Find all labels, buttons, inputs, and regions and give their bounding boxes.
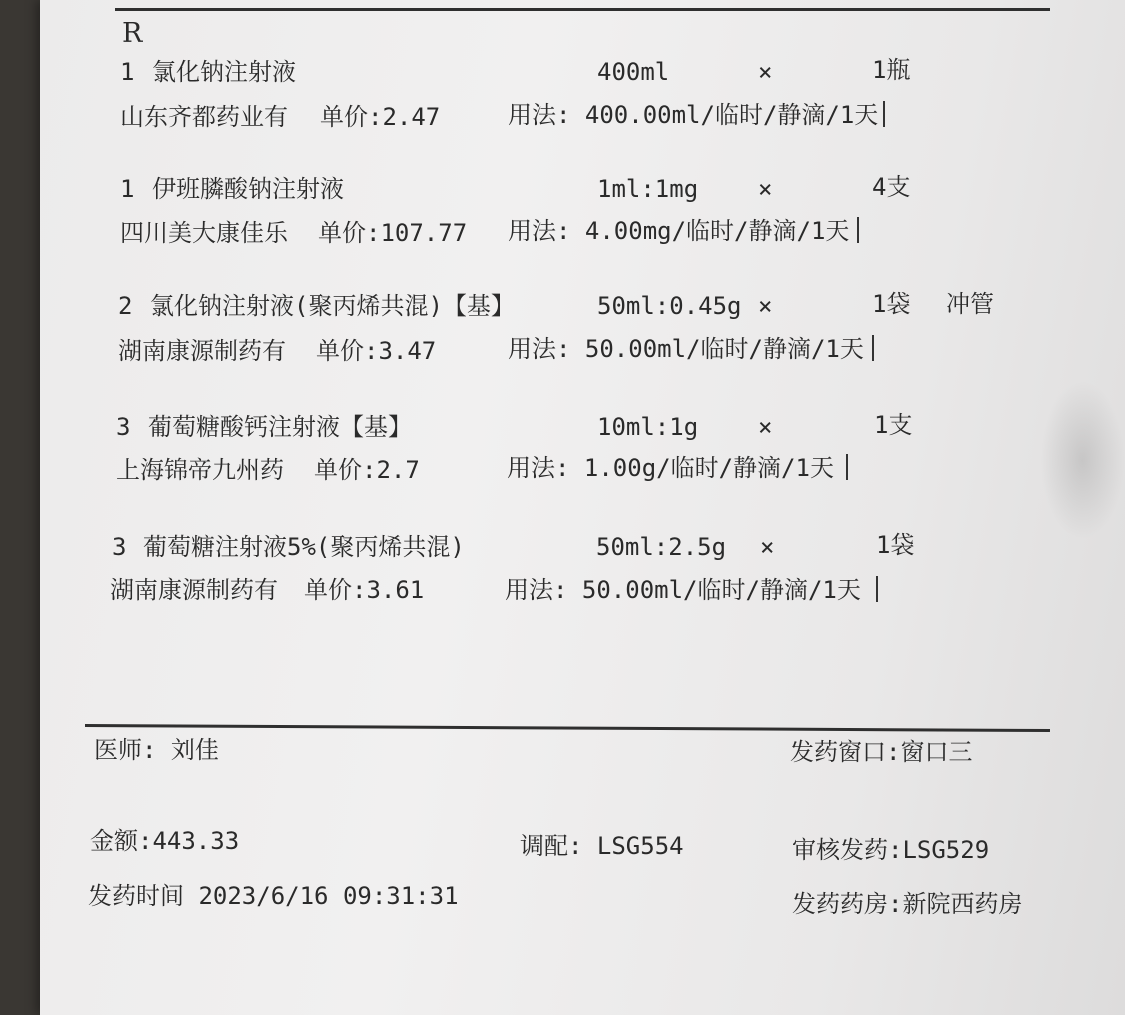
item-1-times: × xyxy=(758,58,773,86)
paper-shadow xyxy=(1040,380,1125,540)
pharmacy: 发药药房:新院西药房 xyxy=(792,890,1023,918)
item-3-times: × xyxy=(758,292,773,320)
dispense-window: 发药窗口:窗口三 xyxy=(790,738,973,766)
item-2-group: 1 xyxy=(120,175,135,203)
doctor-label: 医师: 刘佳 xyxy=(94,736,219,764)
item-4-price: 单价:2.7 xyxy=(314,456,420,484)
text-cursor-4 xyxy=(846,454,848,480)
item-2-qty: 4支 xyxy=(872,173,911,201)
item-5-spec: 50ml:2.5g xyxy=(596,533,727,561)
item-5-usage: 用法: 50.00ml/临时/静滴/1天 xyxy=(505,576,861,604)
item-4-group: 3 xyxy=(116,413,131,441)
item-3-price: 单价:3.47 xyxy=(316,337,437,365)
item-5-group: 3 xyxy=(112,533,127,561)
item-3-name: 氯化钠注射液(聚丙烯共混)【基】 xyxy=(150,292,515,320)
item-1-group: 1 xyxy=(120,58,135,86)
item-4-name: 葡萄糖酸钙注射液【基】 xyxy=(148,413,412,441)
dispense-time: 发药时间 2023/6/16 09:31:31 xyxy=(88,882,459,910)
item-5-qty: 1袋 xyxy=(876,531,915,559)
item-4-maker: 上海锦帝九州药 xyxy=(116,456,284,484)
item-1-name: 氯化钠注射液 xyxy=(152,58,296,86)
item-3-spec: 50ml:0.45g xyxy=(597,292,742,320)
text-cursor-2 xyxy=(857,217,859,243)
item-5-name: 葡萄糖注射液5%(聚丙烯共混) xyxy=(143,533,465,561)
item-2-maker: 四川美大康佳乐 xyxy=(120,219,288,247)
item-3-note: 冲管 xyxy=(946,290,994,318)
item-4-usage: 用法: 1.00g/临时/静滴/1天 xyxy=(507,454,834,482)
item-5-times: × xyxy=(760,533,775,561)
amount: 金额:443.33 xyxy=(90,827,240,855)
item-1-qty: 1瓶 xyxy=(872,56,911,84)
item-2-price: 单价:107.77 xyxy=(318,219,468,247)
item-3-group: 2 xyxy=(118,292,133,320)
item-2-name: 伊班膦酸钠注射液 xyxy=(152,175,344,203)
rx-symbol: R xyxy=(122,18,143,49)
item-5-price: 单价:3.61 xyxy=(304,576,425,604)
item-2-usage: 用法: 4.00mg/临时/静滴/1天 xyxy=(508,217,850,245)
item-1-usage: 用法: 400.00ml/临时/静滴/1天 xyxy=(508,101,879,129)
text-cursor-5 xyxy=(876,576,878,602)
item-4-times: × xyxy=(758,413,773,441)
text-cursor-3 xyxy=(872,335,874,361)
dispenser-id: 调配: LSG554 xyxy=(520,832,684,860)
item-5-maker: 湖南康源制药有 xyxy=(110,576,278,604)
item-3-usage: 用法: 50.00ml/临时/静滴/1天 xyxy=(508,335,864,363)
text-cursor-1 xyxy=(883,101,885,127)
item-4-spec: 10ml:1g xyxy=(597,413,699,441)
reviewer-id: 审核发药:LSG529 xyxy=(792,836,990,864)
item-3-qty: 1袋 xyxy=(872,290,911,318)
top-rule xyxy=(115,8,1050,11)
item-2-spec: 1ml:1mg xyxy=(597,175,699,203)
item-3-maker: 湖南康源制药有 xyxy=(118,337,286,365)
item-2-times: × xyxy=(758,175,773,203)
item-1-spec: 400ml xyxy=(597,58,670,86)
item-1-price: 单价:2.47 xyxy=(320,103,441,131)
item-1-maker: 山东齐都药业有 xyxy=(120,103,288,131)
item-4-qty: 1支 xyxy=(874,411,913,439)
